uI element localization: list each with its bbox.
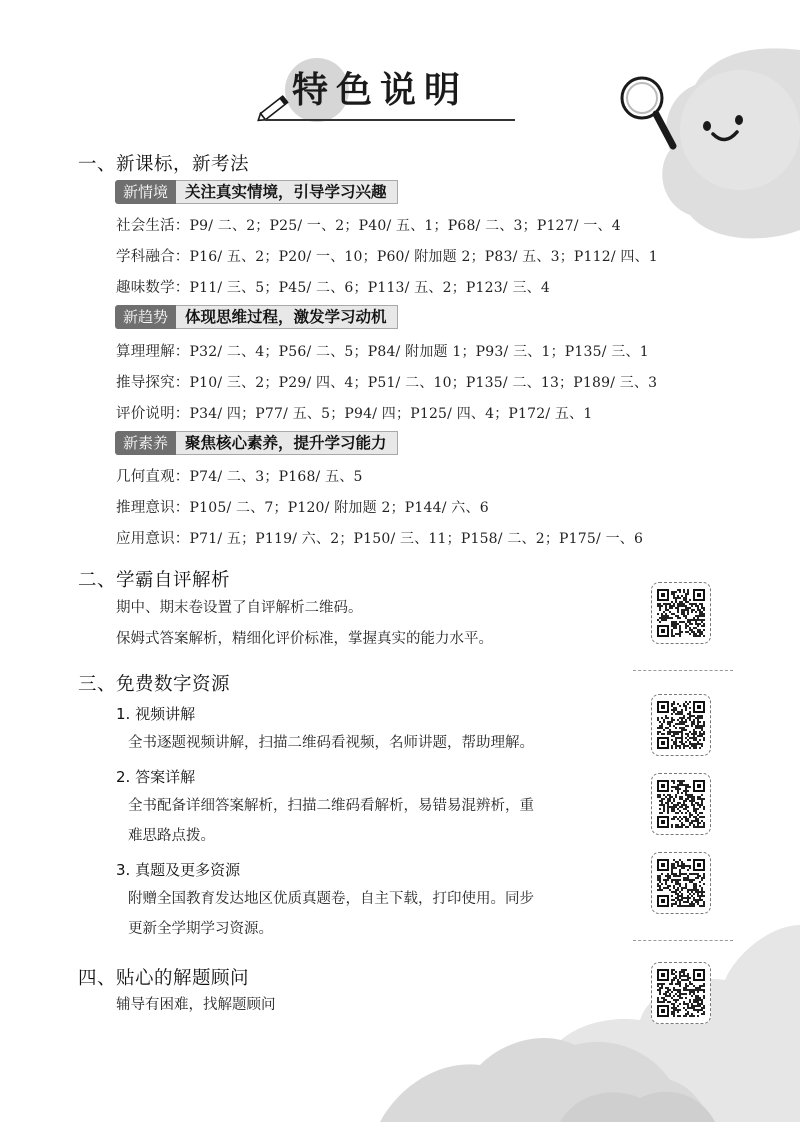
paragraph-line: 保姆式答案解析，精细化评价标准，掌握真实的能力水平。 (116, 631, 493, 647)
qr-code-self-evaluation[interactable] (651, 582, 711, 644)
qr-code-resources[interactable] (651, 852, 711, 914)
paragraph-line: 辅导有困难，找解题顾问 (116, 997, 276, 1013)
title-block (240, 50, 530, 130)
tag-label: 新趋势 (115, 305, 176, 329)
ref-line: 应用意识：P71/ 五；P119/ 六、2；P150/ 三、11；P158/ 二、2；P175/ 一、6 (116, 531, 644, 547)
qr-code-icon (657, 780, 705, 828)
title-underline (265, 119, 515, 121)
ref-line: 推理意识：P105/ 二、7；P120/ 附加题 2；P144/ 六、6 (116, 500, 489, 516)
page-title: 特色说明 (292, 70, 469, 111)
paragraph-line: 更新全学期学习资源。 (128, 921, 273, 937)
tag-new-situation (115, 180, 398, 204)
divider (633, 670, 733, 671)
tag-description: 关注真实情境，引导学习兴趣 (176, 180, 398, 204)
paragraph-line: 全书配备详细答案解析，扫描二维码看解析，易错易混辨析，重 (128, 798, 534, 814)
tag-new-trend (115, 305, 398, 329)
ref-line: 算理理解：P32/ 二、4；P56/ 二、5；P84/ 附加题 1；P93/ 三、1；P135/ 三、1 (116, 344, 649, 360)
qr-code-icon (657, 589, 705, 637)
qr-code-video[interactable] (651, 694, 711, 756)
divider (633, 940, 733, 941)
tag-label: 新素养 (115, 431, 176, 455)
magnifier-icon (618, 72, 678, 154)
subheading: 3. 真题及更多资源 (116, 861, 241, 879)
paragraph-line: 难思路点拨。 (128, 828, 215, 844)
ref-line: 趣味数学：P11/ 三、5；P45/ 二、6；P113/ 五、2；P123/ 三、4 (116, 280, 550, 296)
ref-line: 推导探究：P10/ 三、2；P29/ 四、4；P51/ 二、10；P135/ 二、13；P189/ 三、3 (116, 375, 658, 391)
qr-code-consultant[interactable] (651, 962, 711, 1024)
tag-description: 体现思维过程，激发学习动机 (176, 305, 398, 329)
subheading: 1. 视频讲解 (116, 705, 196, 723)
section-heading-2: 二、学霸自评解析 (78, 570, 231, 591)
paragraph-line: 期中、期末卷设置了自评解析二维码。 (116, 600, 363, 616)
tag-description: 聚焦核心素养，提升学习能力 (176, 431, 398, 455)
qr-code-answers[interactable] (651, 773, 711, 835)
section-heading-3: 三、免费数字资源 (78, 674, 231, 695)
smiley-icon (695, 110, 755, 150)
ref-line: 社会生活：P9/ 二、2；P25/ 一、2；P40/ 五、1；P68/ 二、3；P127/ 一、4 (116, 218, 621, 234)
ref-line: 评价说明：P34/ 四；P77/ 五、5；P94/ 四；P125/ 四、4；P172/ 五、1 (116, 406, 593, 422)
section-heading-1: 一、新课标，新考法 (78, 154, 250, 175)
paragraph-line: 附赠全国教育发达地区优质真题卷，自主下载，打印使用。同步 (128, 891, 534, 907)
tag-new-literacy (115, 431, 398, 455)
subheading: 2. 答案详解 (116, 768, 196, 786)
qr-code-icon (657, 859, 705, 907)
paragraph-line: 全书逐题视频讲解，扫描二维码看视频，名师讲题，帮助理解。 (128, 735, 534, 751)
qr-code-icon (657, 701, 705, 749)
qr-code-icon (657, 969, 705, 1017)
section-heading-4: 四、贴心的解题顾问 (78, 968, 250, 989)
tag-label: 新情境 (115, 180, 176, 204)
ref-line: 学科融合：P16/ 五、2；P20/ 一、10；P60/ 附加题 2；P83/ 五、3；P112/ 四、1 (116, 249, 658, 265)
ref-line: 几何直观：P74/ 二、3；P168/ 五、5 (116, 469, 363, 485)
